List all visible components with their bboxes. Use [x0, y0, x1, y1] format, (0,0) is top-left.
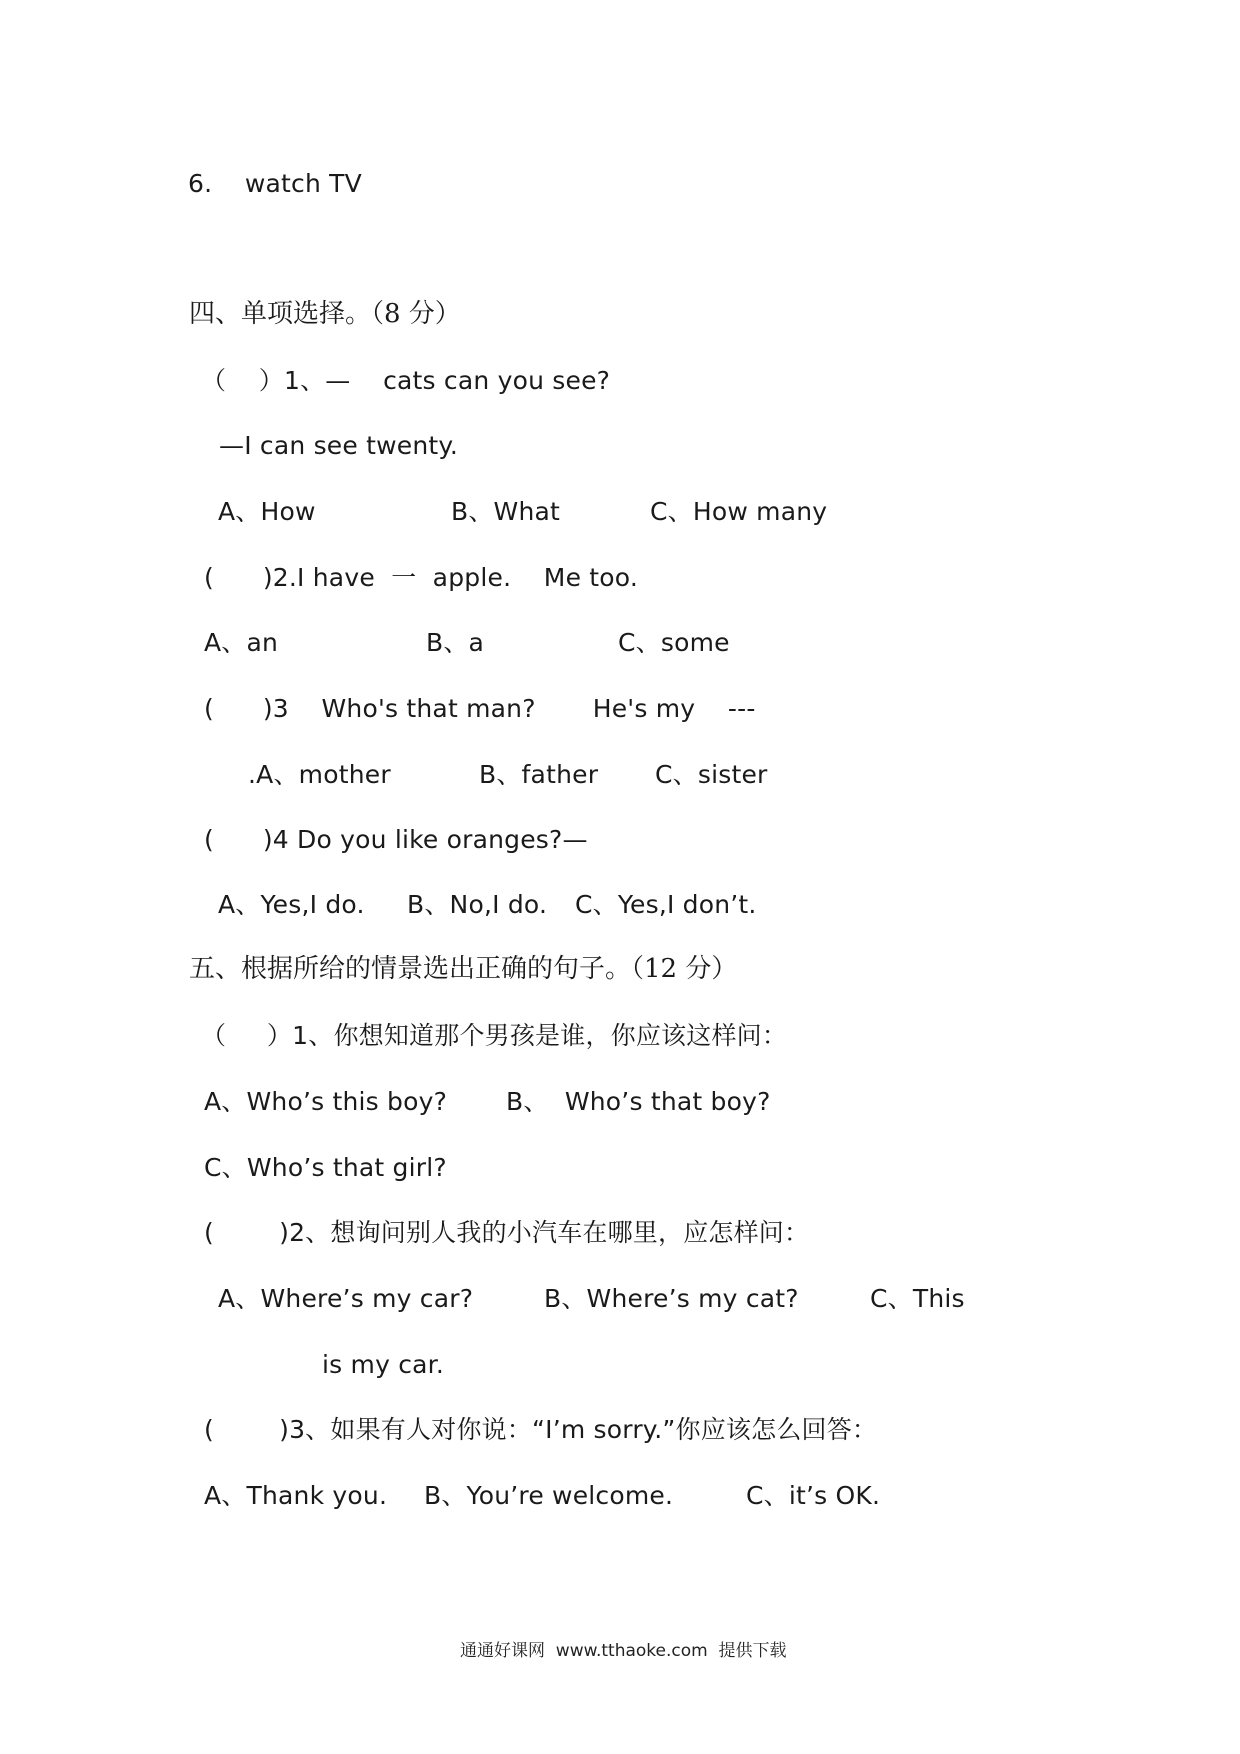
section-4-title: 四、单项选择。（8 分） [189, 299, 461, 329]
s5-q1-option-a: A、Who’s this boy? [204, 1087, 448, 1116]
s5-q1-option-c: C、Who’s that girl? [204, 1153, 447, 1182]
s4-q2-option-b: B、a [426, 628, 485, 657]
s4-q1-option-a: A、How [218, 497, 316, 526]
s5-q2-option-c-continued: is my car. [322, 1350, 445, 1379]
s5-question-1: （ ）1、你想知道那个男孩是谁，你应该这样问： [201, 1021, 788, 1050]
s4-q1-option-c: C、How many [650, 497, 828, 526]
s5-q3-option-a: A、Thank you. [204, 1481, 388, 1510]
s5-q2-option-c: C、This [870, 1284, 965, 1313]
s5-q2-option-b: B、Where’s my cat? [544, 1284, 799, 1313]
footer-watermark-text: 通通好课网 www.tthaoke.com 提供下载 [460, 1641, 787, 1661]
s5-q3-option-c: C、it’s OK. [746, 1481, 881, 1510]
s4-q4-option-c: C、Yes,I don’t. [575, 890, 757, 919]
s4-q3-option-b: B、father [479, 760, 599, 789]
s4-q3-option-a: .A、mother [248, 760, 391, 789]
s4-q2-option-c: C、some [618, 628, 730, 657]
s4-question-2: ( )2.I have 一 apple. Me too. [204, 563, 639, 592]
s4-question-1-answer: —I can see twenty. [219, 431, 458, 460]
s4-q1-option-b: B、What [451, 497, 561, 526]
s4-q2-option-a: A、an [204, 628, 279, 657]
s4-question-1: （ ）1、— cats can you see? [201, 366, 611, 395]
s4-q4-option-a: A、Yes,I do. [218, 890, 365, 919]
s4-q3-option-c: C、sister [655, 760, 768, 789]
s4-q4-option-b: B、No,I do. [407, 890, 548, 919]
s5-question-2: ( )2、想询问别人我的小汽车在哪里，应怎样问： [204, 1218, 810, 1247]
s5-q1-option-b: B、 Who’s that boy? [506, 1087, 771, 1116]
section-5-title: 五、根据所给的情景选出正确的句子。（12 分） [189, 954, 738, 984]
s5-question-3: ( )3、如果有人对你说：“I’m sorry.”你应该怎么回答： [204, 1415, 878, 1444]
s5-q3-option-b: B、You’re welcome. [424, 1481, 674, 1510]
s4-question-4: ( )4 Do you like oranges?— [204, 825, 588, 854]
s5-q2-option-a: A、Where’s my car? [218, 1284, 474, 1313]
s4-question-3: ( )3 Who's that man? He's my --- [204, 694, 756, 723]
item-6: 6. watch TV [188, 169, 362, 198]
